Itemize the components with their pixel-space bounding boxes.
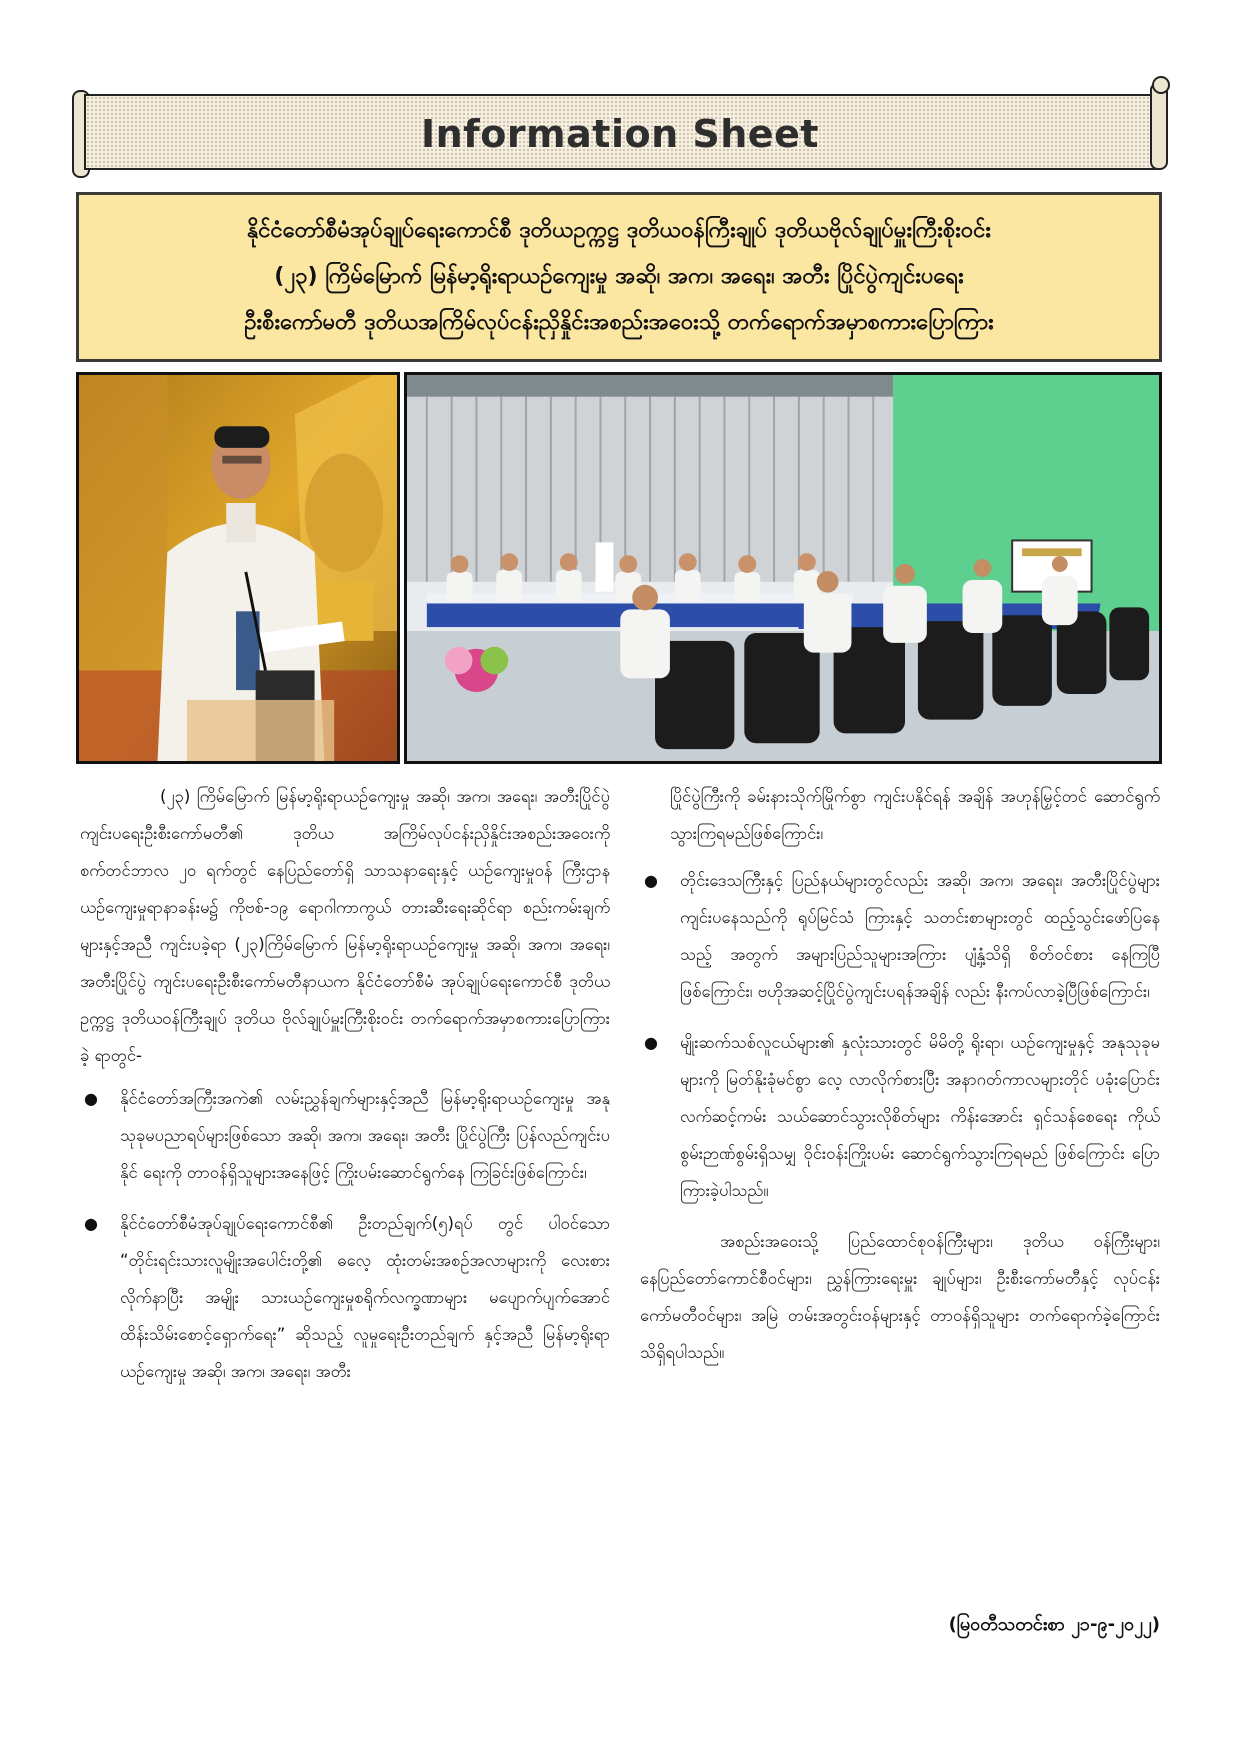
intro-paragraph: (၂၃) ကြိမ်မြောက် မြန်မာ့ရိုးရာယဉ်ကျေးမှု အဆို၊ အက၊ အရေး၊ အတီးပြိုင်ပွဲ ကျင်းပရေးဦးစီးကော်မတီ၏ ဒုတိယ အကြိမ်လုပ်ငန်းညှိနှိုင်းအစည်းအဝေးကို စက်တင်ဘာလ ၂၀ ရက်တွင် နေပြည်တော်ရှိ သာသနာရေးနှင့် ယဉ်ကျေးမှုဝန် ကြီးဌာန ယဉ်ကျေးမှုရာနာခန်းမ၌ ကိုဗစ်-၁၉ ရောဂါကာကွယ် တားဆီးရေးဆိုင်ရာ စည်းကမ်းချက်များနှင့်အညီ ကျင်းပခဲ့ရာ (၂၃)ကြိမ်မြောက် မြန်မာ့ရိုးရာယဉ်ကျေးမှု အဆို၊ အက၊ အရေး၊ အတီးပြိုင်ပွဲ ကျင်းပရေးဦးစီးကော်မတီနာယက နိုင်ငံတော်စီမံ အုပ်ချုပ်ရေးကောင်စီ ဒုတိယဥက္ကဋ္ဌ ဒုတိယဝန်ကြီးချုပ် ဒုတိယ ဗိုလ်ချုပ်မှူးကြီးစိုးဝင်း တက်ရောက်အမှာစကားပြောကြားခဲ့ ရာတွင်- [80,787,610,1065]
scroll-curl-icon [1152,76,1170,94]
bullet-item: ● နိုင်ငံတော်အကြီးအကဲ၏ လမ်းညွှန်ချက်များနှင့်အညီ မြန်မာ့ရိုးရာယဉ်ကျေးမှု အနုသုခုမပညာရပ်များဖြစ်သော အဆို၊ အက၊ အရေး၊ အတီး ပြိုင်ပွဲကြီး ပြန်လည်ကျင်းပနိုင် ရေးကို တာဝန်ရှိသူများအနေဖြင့် ကြိုးပမ်းဆောင်ရွက်နေ ကြခြင်းဖြစ်ကြောင်း၊ [80,1080,610,1191]
bullet-item: ● မျိုးဆက်သစ်လူငယ်များ၏ နှလုံးသားတွင် မိမိတို့ ရိုးရာ၊ ယဉ်ကျေးမှုနှင့် အနုသုခုမများကို မြတ်နိုးခုံမင်စွာ လေ့ လာလိုက်စားပြီး အနာဂတ်ကာလများတိုင် ပခုံးပြောင်း လက်ဆင့်ကမ်း သယ်ဆောင်သွားလိုစိတ်များ ကိန်းအောင်း ရှင်သန်စေရေး ကိုယ်စွမ်းဉာဏ်စွမ်းရှိသမျှ ဝိုင်းဝန်းကြိုးပမ်း ဆောင်ရွက်သွားကြရမည် ဖြစ်ကြောင်း ပြောကြားခဲ့ပါသည်။ [640,1024,1160,1209]
closing-paragraph: အစည်းအဝေးသို့ ပြည်ထောင်စုဝန်ကြီးများ၊ ဒုတိယ ဝန်ကြီးများ၊ နေပြည်တော်ကောင်စီဝင်များ၊ ညွှန်ကြားရေးမှူး ချုပ်များ၊ ဦးစီးကော်မတီနှင့် လုပ်ငန်းကော်မတီဝင်များ၊ အမြဲ တမ်းအတွင်းဝန်များနှင့် တာဝန်ရှိသူများ တက်ရောက်ခဲ့ကြောင်း သိရှိရပါသည်။ [640,1232,1160,1362]
headline-line: နိုင်ငံတော်စီမံအုပ်ချုပ်ရေးကောင်စီ ဒုတိယဥက္ကဋ္ဌ ဒုတိယဝန်ကြီးချုပ် ဒုတိယဗိုလ်ချုပ်မှူးကြီးစိုးဝင်း [246,218,991,243]
banner-title: Information Sheet [420,112,820,156]
headline-line: (၂၃) ကြိမ်မြောက် မြန်မာ့ရိုးရာယဉ်ကျေးမှု အဆို၊ အက၊ အရေး၊ အတီး ပြိုင်ပွဲကျင်းပရေး [274,264,964,289]
headline-line: ဦးစီးကော်မတီ ဒုတိယအကြိမ်လုပ်ငန်းညှိနှိုင်းအစည်းအဝေးသို့ တက်ရောက်အမှာစကားပြောကြား [244,310,994,335]
bullet-item: ● နိုင်ငံတော်စီမံအုပ်ချုပ်ရေးကောင်စီ၏ ဦးတည်ချက်(၅)ရပ် တွင် ပါဝင်သော “တိုင်းရင်းသားလူမျိုးအပေါင်းတို့၏ ဓလေ့ ထုံးတမ်းအစဉ်အလာများကို လေးစားလိုက်နာပြီး အမျိုး သားယဉ်ကျေးမှုစရိုက်လက္ခဏာများ မပျောက်ပျက်အောင် ထိန်းသိမ်းစောင့်ရှောက်ရေး” ဆိုသည့် လူမှုရေးဦးတည်ချက် နှင့်အညီ မြန်မာ့ရိုးရာယဉ်ကျေးမှု အဆို၊ အက၊ အရေး၊ အတီး [80,1205,610,1390]
right-column [640,778,1160,1371]
bullet-item: ● တိုင်းဒေသကြီးနှင့် ပြည်နယ်များတွင်လည်း အဆို၊ အက၊ အရေး၊ အတီးပြိုင်ပွဲများ ကျင်းပနေသည်ကို ရုပ်မြင်သံ ကြားနှင့် သတင်းစာများတွင် ထည့်သွင်းဖော်ပြနေသည့် အတွက် အများပြည်သူများအကြား ပျံ့နှံ့သိရှိ စိတ်ဝင်စား နေကြပြီ ဖြစ်ကြောင်း၊ ဗဟိုအဆင့်ပြိုင်ပွဲကျင်းပရန်အချိန် လည်း နီးကပ်လာခဲ့ပြီဖြစ်ကြောင်း၊ [640,862,1160,1010]
title-banner [70,88,1170,176]
left-column [80,778,610,1404]
speaker-photo [76,372,400,764]
speaker-photo-image [79,375,397,761]
scroll-roll-right [1150,82,1168,170]
source-citation: (မြဝတီသတင်းစာ ၂၁-၉-၂၀၂၂) [948,1614,1160,1635]
banner-body [84,94,1156,170]
continued-paragraph: ပြိုင်ပွဲကြီးကို ခမ်းနားသိုက်မြိုက်စွာ ကျင်းပနိုင်ရန် အချိန် အဟုန်မြှင့်တင် ဆောင်ရွက်သွားကြရမည်ဖြစ်ကြောင်း၊ [670,787,1160,843]
meeting-photo-image [407,375,1159,761]
headline-box [76,192,1162,362]
meeting-photo [404,372,1162,764]
